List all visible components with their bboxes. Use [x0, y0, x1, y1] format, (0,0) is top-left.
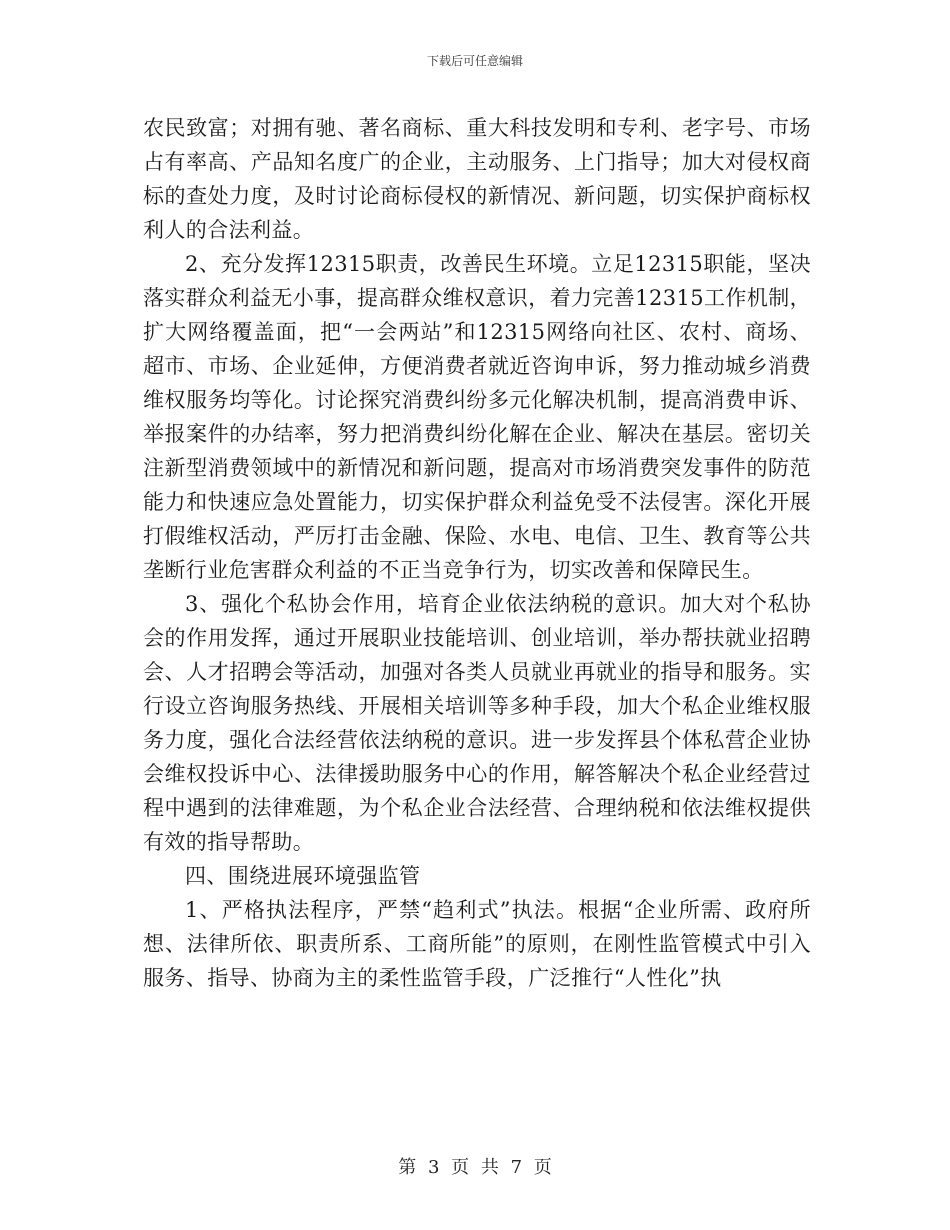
section-heading-four: 四、围绕进展环境强监管 — [185, 864, 421, 888]
paragraph-continuation: 农民致富；对拥有驰、著名商标、重大科技发明和专利、老字号、市场占有率高、产品知名度广的企业，主动服务、上门指导；加大对侵权商标的查处力度，及时讨论商标侵权的新情况、新问题，切实保护商标权利人的合法利益。 — [143, 116, 811, 242]
page-header: 下载后可任意编辑 — [426, 54, 523, 68]
paragraph-12315-duties: 2、充分发挥12315职责，改善民生环境。立足12315职能，坚决落实群众利益无小事，提高群众维权意识，着力完善12315工作机制，扩大网络覆盖面，把“一会两站”和12315网络向社区、农村、商场、超市、市场、企业延伸，方便消费者就近咨询申诉，努力推动城乡消费维权服务均等化。讨论探究消费纠纷多元化解决机制，提高消费申诉、举报案件的办结率，努力把消费纠纷化解在企业、解决在基层。密切关注新型消费领域中的新情况和新问题，提高对市场消费突发事件的防范能力和快速应急处置能力，切实保护群众利益免受不法侵害。深化开展打假维权活动，严厉打击金融、保险、水电、电信、卫生、教育等公共垄断行业危害群众利益的不正当竞争行为，切实改善和保障民生。 — [143, 252, 812, 582]
paragraph-private-association: 3、强化个私协会作用，培育企业依法纳税的意识。加大对个私协会的作用发挥，通过开展职业技能培训、创业培训，举办帮扶就业招聘会、人才招聘会等活动，加强对各类人员就业再就业的指导和服务。实行设立咨询服务热线、开展相关培训等多种手段，加大个私企业维权服务力度，强化合法经营依法纳税的意识。进一步发挥县个体私营企业协会维权投诉中心、法律援助服务中心的作用，解答解决个私企业经营过程中遇到的法律难题，为个私企业合法经营、合理纳税和依法维权提供有效的指导帮助。 — [143, 592, 811, 854]
page-footer: 第 3 页 共 7 页 — [398, 1157, 552, 1178]
document-body — [143, 111, 811, 995]
paragraph-law-enforcement: 1、严格执法程序，严禁“趋利式”执法。根据“企业所需、政府所想、法律所依、职责所系、工商所能”的原则，在刚性监管模式中引入服务、指导、协商为主的柔性监管手段，广泛推行“人性化”执 — [143, 898, 811, 990]
